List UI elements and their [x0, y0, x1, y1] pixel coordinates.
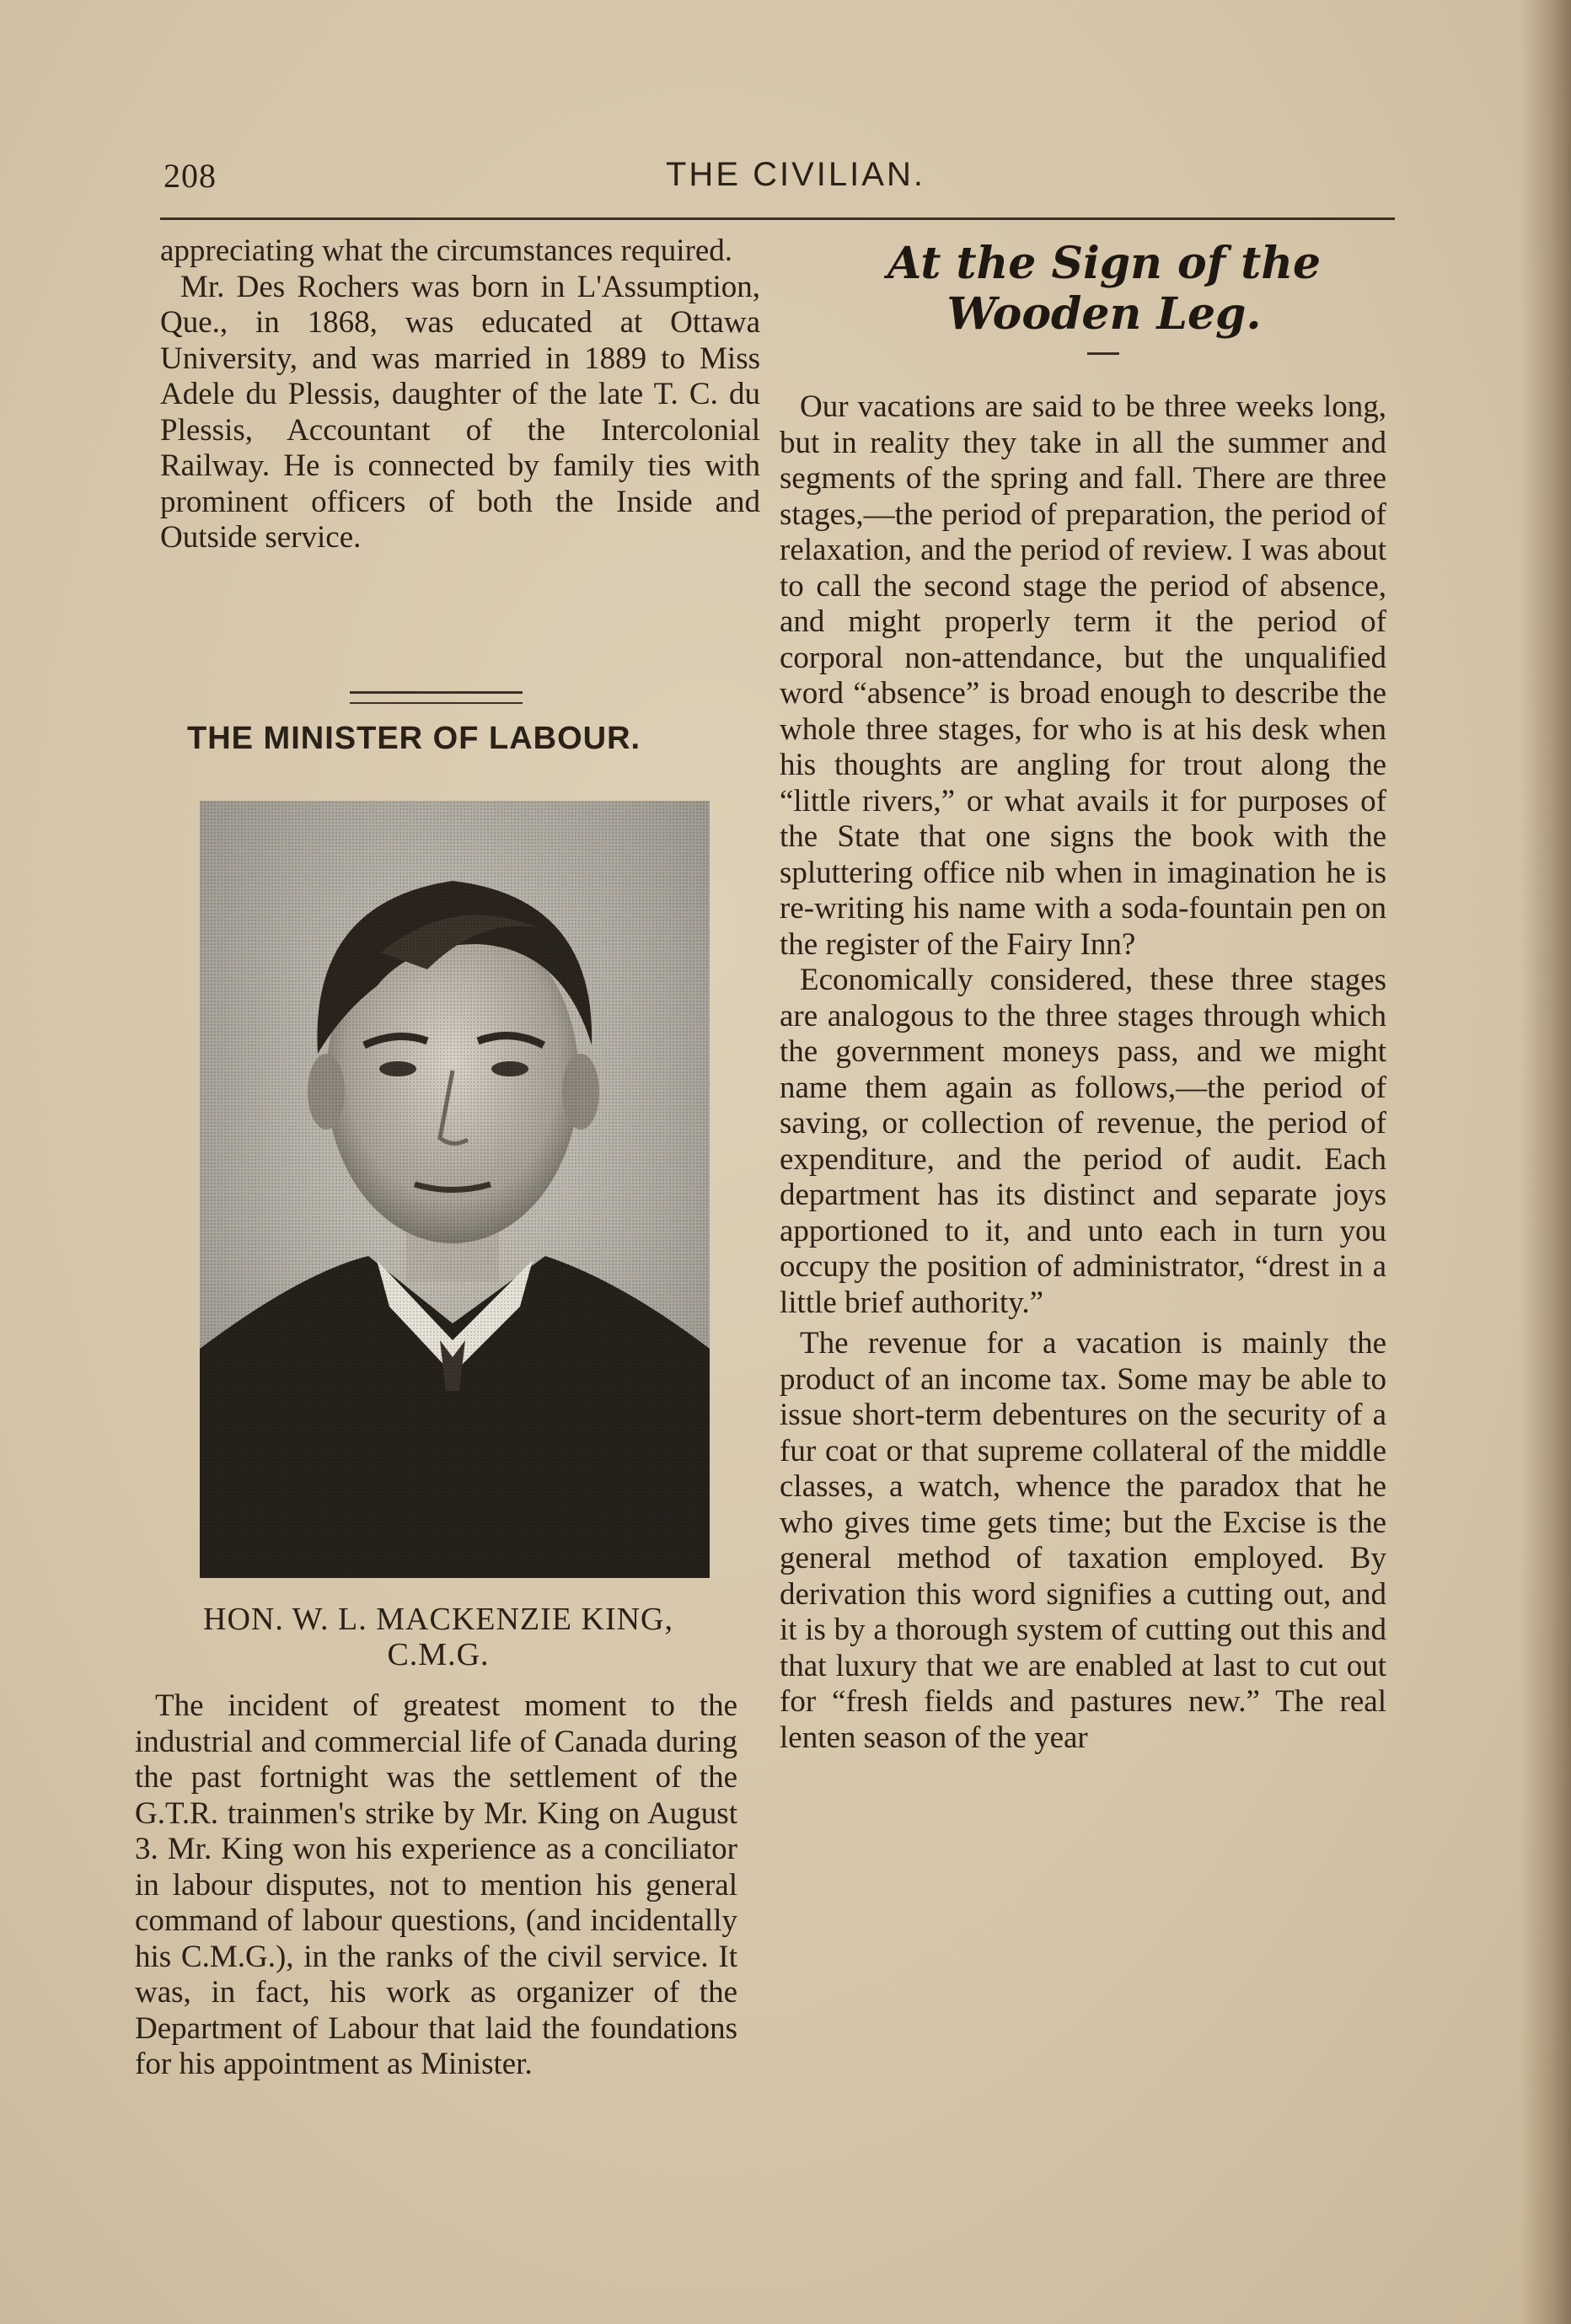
decorative-rule [350, 691, 523, 704]
left-column-top [160, 233, 760, 556]
paragraph-des-rochers: Mr. Des Rochers was born in L'Assumption, Que., in 1868, was educated at Ottawa University, and was married in 1889 to Miss Adele du Plessis, daughter of the late T. C. du Plessis, Accountant of the Intercolonial Railway. He is connected by family ties with prominent officers of both the Inside and Outside service. [160, 269, 760, 555]
caption-line-2: C.M.G. [387, 1637, 490, 1672]
photo-caption [135, 1602, 742, 1672]
page-number: 208 [164, 157, 217, 195]
running-title: THE CIVILIAN. [666, 156, 925, 193]
section-heading: THE MINISTER OF LABOUR. [187, 721, 641, 756]
right-column [780, 389, 1386, 1756]
paragraph-economically: Economically considered, these three stages are analogous to the three stages through which the government moneys pass, and we might name them again as follows,—the period of saving, or collection of revenue, the period of expenditure, and the period of audit. Each department has its distinct and separate joys apportioned to it, and unto each in turn you occupy the position of administrator, “drest in a little brief authority.” [780, 963, 1386, 1320]
header-rule [160, 217, 1395, 220]
paragraph-vacations: Our vacations are said to be three weeks long, but in reality they take in all the summer and segments of the spring and fall. There are three stages,—the period of preparation, the period of relaxation, and the period of review. I was about to call the second stage the period of absence, and might properly term it the period of corporal non-attendance, but the unqualified word “absence” is broad enough to describe the whole three stages, for who is at his desk when his thoughts are angling for trout along the “little rivers,” or what avails it for purposes of the State that one signs the book with the spluttering office nib when in imagination he is re-writing his name with a soda-fountain pen on the register of the Fairy Inn? [780, 389, 1386, 962]
portrait-photo [200, 801, 710, 1578]
title-dash [1087, 352, 1119, 355]
portrait-illustration [200, 801, 710, 1578]
caption-line-1: HON. W. L. MACKENZIE KING, [203, 1602, 673, 1637]
paragraph-continuation: appreciating what the circumstances required. [160, 233, 733, 268]
left-column-bottom [135, 1688, 737, 2083]
article-title: At the Sign of the Wooden Leg. [887, 238, 1322, 340]
page-binding-shadow [1520, 0, 1571, 2324]
paragraph-revenue: The revenue for a vacation is mainly the product of an income tax. Some may be able to issue short-term debentures on the security of a fur coat or that supreme collateral of the middle classes, a watch, whence the paradox that he who gives time gets time; but the Excise is the general method of taxation employed. By derivation this word signifies a cutting out, and it is by a thorough system of cutting out this and that luxury that we are enabled at last to cut out for “fresh fields and pastures new.” The real lenten season of the year [780, 1326, 1386, 1755]
paragraph-minister-of-labour: The incident of greatest moment to the industrial and commercial life of Canada during the past fortnight was the settlement of the G.T.R. trainmen's strike by Mr. King on August 3. Mr. King won his experience as a conciliator in labour disputes, not to mention his general command of labour questions, (and incidentally his C.M.G.), in the ranks of the civil service. It was, in fact, his work as organizer of the Department of Labour that laid the foundations for his appointment as Minister. [135, 1688, 737, 2081]
page-header [160, 156, 1399, 207]
